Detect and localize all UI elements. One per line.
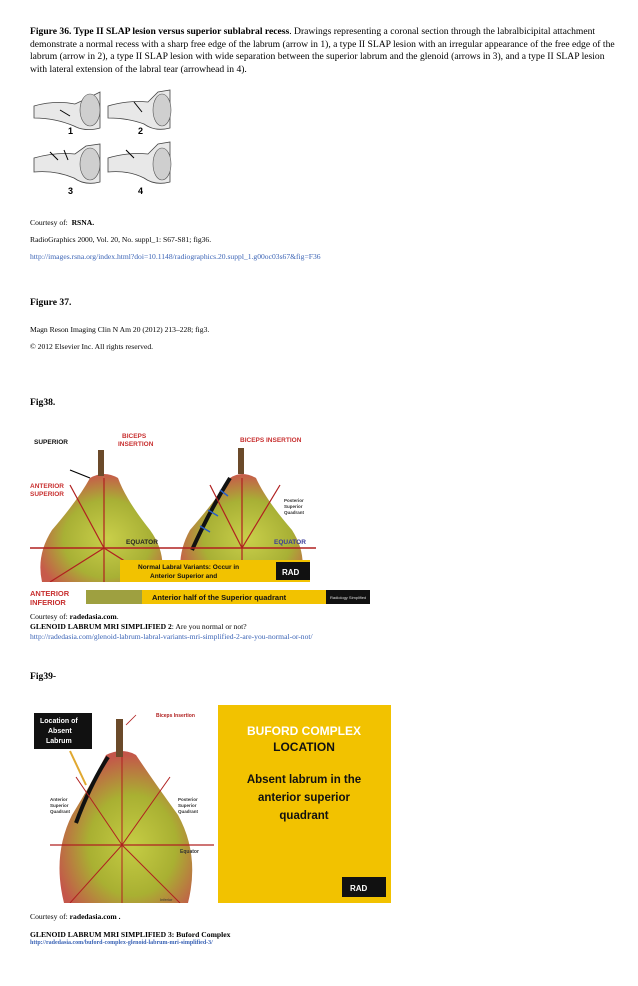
figure36-panel-1-label: 1 [68, 126, 74, 136]
figure38-article-title: GLENOID LABRUM MRI SIMPLIFIED 2 [30, 622, 172, 631]
figure39-panel-title-2: LOCATION [273, 740, 335, 754]
figure38-courtesy-source: radedasia.com [69, 612, 117, 621]
figure38-banner-2: Anterior Superior and [150, 573, 218, 580]
figure38-label-equator-right: EQUATOR [274, 539, 306, 546]
figure38-label-superior: SUPERIOR [34, 439, 68, 446]
figure36-link[interactable]: http://images.rsna.org/index.html?doi=10.1148/radiographics.20.suppl_1.g00oc03s67&fig=F36 [30, 252, 321, 261]
figure38-label-anterior: ANTERIOR [30, 483, 64, 490]
figure39-location-1: Location of [40, 718, 78, 725]
figure38-label-biceps-left: BICEPS [122, 433, 147, 440]
figure39-courtesy-source: radedasia.com . [69, 912, 121, 921]
figure38-radiology-simplified: Radiology Simplified [330, 595, 367, 600]
figure36-caption [30, 26, 615, 76]
figure39-panel-body-2: anterior superior [257, 792, 351, 804]
figure38-banner-1: Normal Labral Variants: Occur in [138, 564, 240, 571]
figure39-title: Fig39- [30, 671, 57, 682]
figure39-pear-image [30, 705, 214, 903]
figure38-label-posterior: Posterior [284, 498, 304, 503]
figure39-equator: Equator [180, 849, 199, 855]
figure39-buford-panel [218, 705, 391, 903]
figure39-biceps: Biceps Insertion [156, 713, 195, 719]
figure39-location-2: Absent [48, 728, 72, 735]
figure36-title: Figure 36. Type II SLAP lesion versus superior sublabral recess [30, 26, 290, 37]
figure36-panel-2-label: 2 [138, 126, 144, 136]
figure39-inferior: Inferior [160, 897, 173, 902]
figure36-citation: RadioGraphics 2000, Vol. 20, No. suppl_1: S67-S81; fig36. [30, 235, 212, 244]
figure36-courtesy [30, 218, 94, 228]
figure39-posterior-3: Quadrant [178, 809, 199, 814]
figure39-posterior-2: Superior [178, 803, 197, 808]
figure38-title: Fig38. [30, 397, 56, 408]
figure36-courtesy-label: Courtesy of: [30, 218, 68, 227]
figure38-banner-3: Anterior half of the Superior quadrant [152, 593, 287, 602]
figure36-text: . Drawings representing a coronal section through the labralbicipital attachment demonstrate a normal recess with a sharp free edge of the labrum (arrow in 1), a type II SLAP lesion with an irregular appearance of the free edge of the labrum (arrow in 2), a type II SLAP lesion with wide separation between the superior labrum and the glenoid (arrows in 3), and a type II SLAP lesion with lateral extension of the labral tear (arrowhead in 4). [30, 26, 615, 75]
figure39-anterior-3: Quadrant [50, 809, 71, 814]
figure38-article [30, 622, 247, 632]
figure36-panel-4-label: 4 [138, 186, 144, 196]
figure38-anterior-inferior-1: ANTERIOR [30, 589, 70, 598]
figure37-copyright: © 2012 Elsevier Inc. All rights reserved. [30, 342, 154, 351]
figure38-label-biceps-right: BICEPS INSERTION [240, 437, 302, 444]
figure39-posterior-1: Posterior [178, 797, 198, 802]
figure38-article-sub: : Are you normal or not? [171, 622, 247, 631]
figure39-panel-body-1: Absent labrum in the [246, 774, 362, 786]
figure37-title: Figure 37. [30, 297, 72, 308]
figure38-label-superior3: Superior [284, 504, 303, 509]
figure39-link[interactable]: http://radedasia.com/buford-complex-glenoid-labrum-mri-simplified-3/ [30, 940, 213, 946]
figure38-link[interactable]: http://radedasia.com/glenoid-labrum-labral-variants-mri-simplified-2-are-you-normal-or-not/ [30, 632, 313, 641]
figure38-anterior-inferior-2: INFERIOR [30, 598, 66, 606]
figure38-label-quadrant: Quadrant [284, 510, 305, 515]
figure38-logo: RAD [282, 568, 300, 577]
figure39-logo: RAD [350, 884, 368, 893]
figure36-courtesy-source: RSNA. [71, 218, 95, 227]
figure38-label-superior2: SUPERIOR [30, 491, 64, 498]
figure38-image [30, 430, 316, 582]
figure38-banner-strip [30, 588, 378, 606]
figure39-courtesy [30, 912, 121, 922]
figure38-label-equator-left: EQUATOR [126, 539, 158, 546]
figure38-label-insertion-left: INSERTION [118, 441, 154, 448]
figure39-courtesy-label: Courtesy of: [30, 912, 68, 921]
figure39-location-3: Labrum [46, 738, 72, 745]
figure36-panel-3-label: 3 [68, 186, 74, 196]
figure37-citation: Magn Reson Imaging Clin N Am 20 (2012) 213–228; fig3. [30, 325, 210, 334]
figure38-courtesy-end: . [116, 612, 119, 621]
figure36-image [30, 88, 178, 200]
figure39-article-title: GLENOID LABRUM MRI SIMPLIFIED 3: Buford Complex [30, 930, 231, 939]
figure39-anterior-2: Superior [50, 803, 69, 808]
figure38-courtesy-label: Courtesy of: [30, 612, 68, 621]
figure39-panel-title-1: BUFORD COMPLEX [247, 724, 361, 738]
figure38-courtesy [30, 612, 119, 622]
figure39-panel-body-3: quadrant [279, 810, 329, 822]
figure39-anterior-1: Anterior [50, 797, 68, 802]
